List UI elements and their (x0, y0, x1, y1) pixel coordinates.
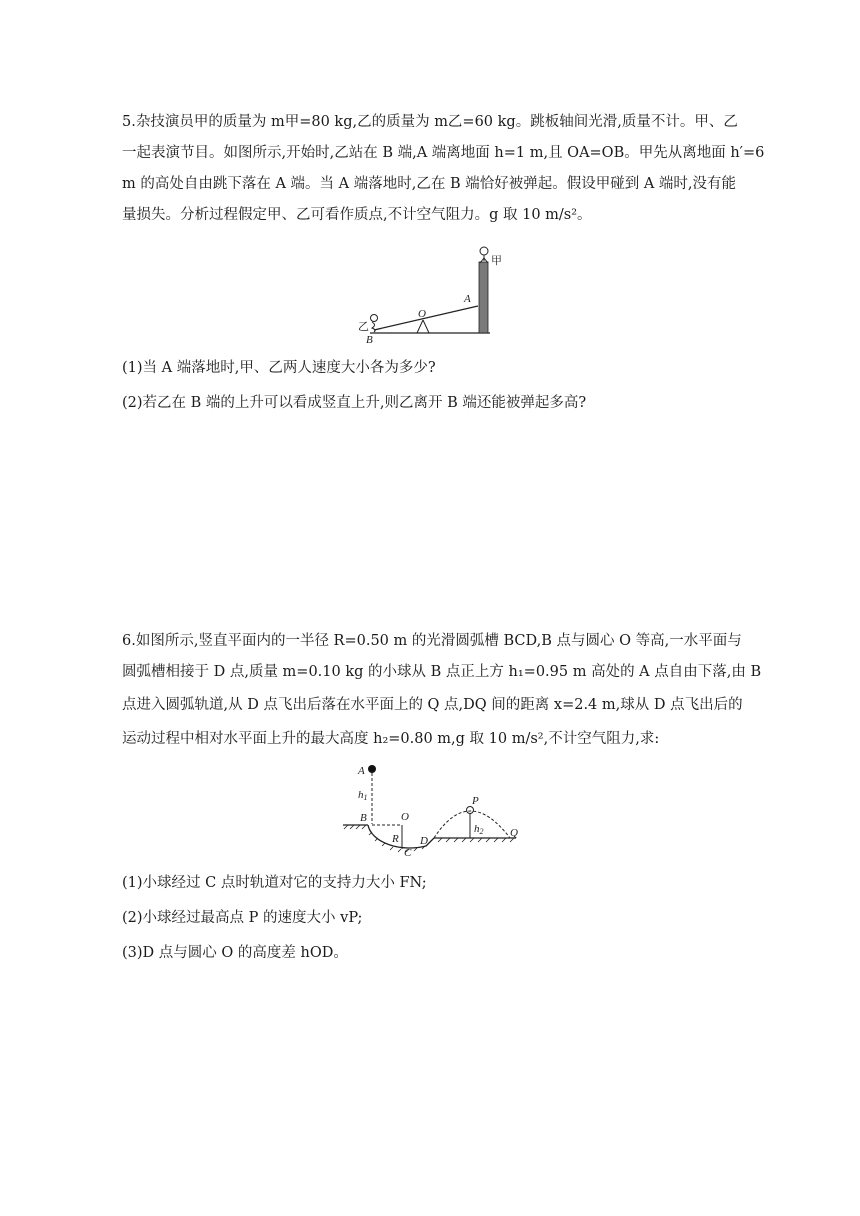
q6-question-2: (2)小球经过最高点 P 的速度大小 vP; (122, 910, 363, 926)
label-B: B (360, 812, 367, 824)
q6-line-1: 6.如图所示,竖直平面内的一半径 R=0.50 m 的光滑圆弧槽 BCD,B 点与圆心 O 等高,一水平面与 (122, 633, 742, 649)
label-jia: 甲 (491, 255, 502, 267)
q5-question-2: (2)若乙在 B 端的上升可以看成竖直上升,则乙离开 B 端还能被弹起多高? (122, 395, 587, 411)
q6-line-4: 运动过程中相对水平面上升的最大高度 h₂=0.80 m,g 取 10 m/s²,不计空气阻力,求: (122, 731, 660, 747)
label-h2: h2 (474, 823, 484, 836)
q6-question-3: (3)D 点与圆心 O 的高度差 hOD。 (122, 945, 348, 961)
projectile-path (434, 811, 510, 838)
q5-line-3: m 的高处自由跳下落在 A 端。当 A 端落地时,乙在 B 端恰好被弹起。假设甲碰到 A 端时,没有能 (122, 176, 737, 192)
label-A: A (358, 765, 365, 777)
label-R: R (392, 833, 399, 845)
label-B: B (366, 334, 373, 346)
label-h1: h1 (358, 789, 368, 802)
label-P: P (472, 795, 479, 807)
label-D: D (420, 835, 428, 847)
pillar (479, 262, 488, 333)
label-A: A (464, 293, 471, 305)
q5-line-4: 量损失。分析过程假定甲、乙可看作质点,不计空气阻力。g 取 10 m/s²。 (122, 207, 592, 223)
q5-question-1: (1)当 A 端落地时,甲、乙两人速度大小各为多少? (122, 360, 436, 376)
label-Q: Q (510, 827, 518, 839)
arc-track-figure (340, 760, 530, 860)
q6-line-3: 点进入圆弧轨道,从 D 点飞出后落在水平面上的 Q 点,DQ 间的距离 x=2.4 m,球从 D 点飞出后的 (122, 697, 743, 713)
q6-line-2: 圆弧槽相接于 D 点,质量 m=0.10 kg 的小球从 B 点正上方 h₁=0.95 m 高处的 A 点自由下落,由 B (122, 664, 762, 680)
ball-A (368, 765, 376, 773)
jia-person (480, 247, 488, 263)
seesaw-figure (350, 242, 510, 346)
label-O: O (418, 308, 426, 320)
q6-question-1: (1)小球经过 C 点时轨道对它的支持力大小 FN; (122, 875, 427, 891)
q5-line-1: 5.杂技演员甲的质量为 m甲=80 kg,乙的质量为 m乙=60 kg。跳板轴间光滑,质量不计。甲、乙 (122, 114, 738, 130)
label-O: O (401, 811, 409, 823)
label-yi: 乙 (358, 321, 369, 333)
label-C: C (404, 847, 412, 859)
ball-P (467, 807, 474, 814)
q5-line-2: 一起表演节目。如图所示,开始时,乙站在 B 端,A 端离地面 h=1 m,且 OA=OB。甲先从离地面 h′=6 (122, 145, 765, 161)
